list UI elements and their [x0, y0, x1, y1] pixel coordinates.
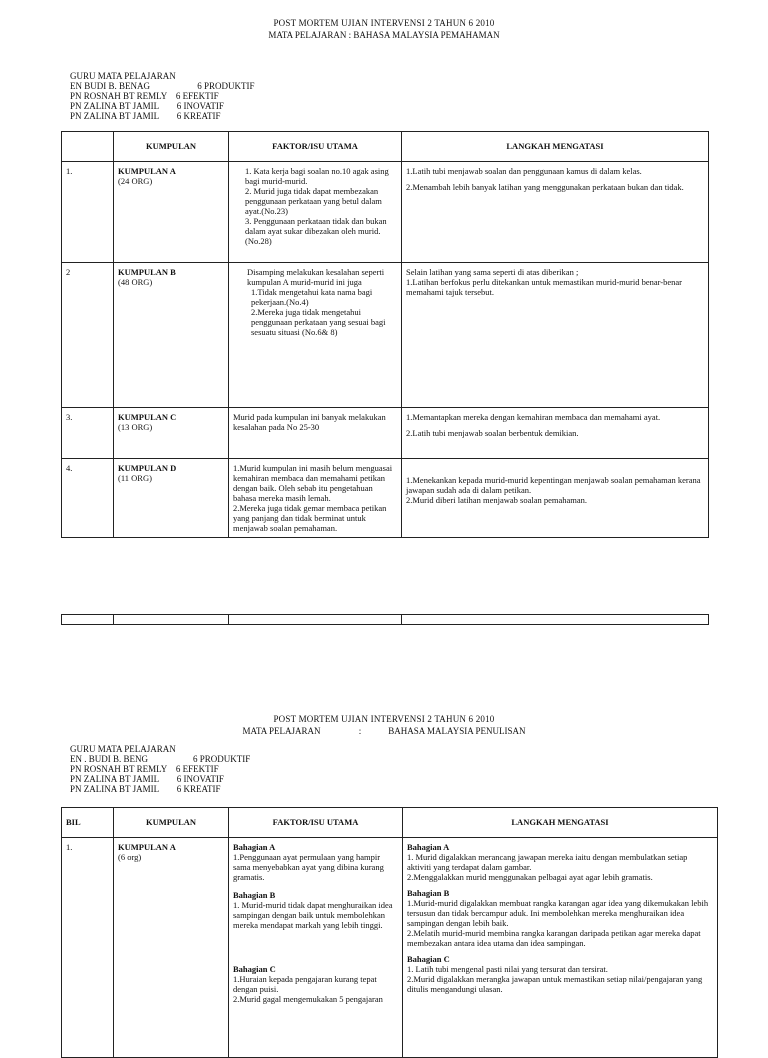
teacher-line: PN ROSNAH BT REMLY 6 EFEKTIF	[70, 764, 219, 775]
group-cell	[114, 263, 229, 408]
issue-item: Murid pada kumpulan ini banyak melakukan kesalahan pada No 25-30	[233, 412, 386, 433]
table-row	[62, 263, 709, 408]
doc2-teachers	[70, 744, 250, 794]
section-title: Bahagian B	[407, 888, 450, 899]
action-item: 2.Menggalakkan murid menggunakan pelbagai ayat agar lebih gramatis.	[407, 872, 653, 883]
teacher-line: PN ZALINA BT JAMIL 6 KREATIF	[70, 111, 221, 122]
empty-cell	[62, 615, 114, 625]
issue-item: 2.Mereka juga tidak mengetahui penggunaan perkataan yang sesuai bagi sesuatu situasi (No.6& 8)	[251, 307, 386, 338]
row-number: 1.	[62, 162, 114, 263]
action-item: 2.Menambah lebih banyak latihan yang menggunakan perkataan bukan dan tidak.	[406, 182, 684, 193]
group-count: (6 org)	[118, 852, 142, 863]
group-name: KUMPULAN A	[118, 842, 176, 852]
table-row	[62, 459, 709, 538]
issue-item: 2.Murid gagal mengemukakan 5 pengajaran	[233, 994, 383, 1005]
group-cell	[114, 162, 229, 263]
actions-cell	[402, 459, 709, 538]
issue-item: 2. Murid juga tidak dapat membezakan penggunaan perkataan yang betul dalam ayat.(No.23)	[245, 186, 382, 217]
action-item: 1. Murid digalakkan merancang jawapan mereka iaitu dengan membulatkan setiap aktiviti yang terdapat dalam gambar.	[407, 852, 688, 873]
section-title: Bahagian B	[233, 890, 276, 901]
teacher-line: PN ROSNAH BT REMLY 6 EFEKTIF	[70, 91, 219, 102]
action-item: 1.Latihan berfokus perlu ditekankan untuk memastikan murid-murid benar-benar memahami tajuk tersebut.	[406, 277, 682, 298]
section-title: Bahagian C	[233, 964, 276, 975]
actions-cell	[402, 263, 709, 408]
action-item: 1.Menekankan kepada murid-murid kepentingan menjawab soalan pemahaman kerana jawapan sudah ada di dalam petikan.	[406, 475, 701, 496]
table-header-row	[62, 808, 718, 838]
doc2-subject: MATA PELAJARAN : BAHASA MALAYSIA PENULISAN	[242, 726, 526, 736]
action-item: 2.Latih tubi menjawab soalan berbentuk demikian.	[406, 428, 579, 439]
issue-item: 1. Kata kerja bagi soalan no.10 agak asing bagi murid-murid.	[245, 166, 389, 187]
header-kumpulan: KUMPULAN	[114, 132, 229, 162]
action-item: 1. Latih tubi mengenal pasti nilai yang tersurat dan tersirat.	[407, 964, 608, 975]
action-item: Selain latihan yang sama seperti di atas diberikan ;	[406, 267, 579, 277]
actions-cell	[403, 838, 718, 1058]
action-item: 1.Memantapkan mereka dengan kemahiran membaca dan memahami ayat.	[406, 412, 661, 422]
header-bil: BIL	[62, 808, 114, 838]
issue-item: 1.Tidak mengetahui kata nama bagi pekerjaan.(No.4)	[251, 287, 373, 308]
issue-item: 1. Murid-murid tidak dapat menghuraikan idea sampingan dengan baik untuk membolehkan mereka mendapat markah yang lebih tinggi.	[233, 900, 393, 931]
section-title: Bahagian A	[407, 842, 450, 852]
group-cell	[114, 459, 229, 538]
group-name: KUMPULAN D	[118, 463, 177, 473]
action-item: 2.Murid digalakkan merangka jawapan untuk memastikan setiap nilai/pengajaran yang ditulis mengandungi ulasan.	[407, 974, 703, 995]
actions-cell	[402, 408, 709, 459]
group-count: (24 ORG)	[118, 176, 153, 187]
table-header-row	[62, 132, 709, 162]
actions-cell	[402, 162, 709, 263]
teacher-heading: GURU MATA PELAJARAN	[70, 744, 176, 754]
header-langkah: LANGKAH MENGATASI	[402, 132, 709, 162]
doc2-title: POST MORTEM UJIAN INTERVENSI 2 TAHUN 6 2010	[273, 714, 495, 724]
empty-cell	[229, 615, 402, 625]
issues-cell	[229, 263, 402, 408]
row-number: 1.	[62, 838, 114, 1058]
action-item: 1.Latih tubi menjawab soalan dan penggunaan kamus di dalam kelas.	[406, 166, 642, 176]
issues-cell	[229, 459, 402, 538]
issues-cell	[229, 838, 403, 1058]
issues-cell	[229, 408, 402, 459]
doc1-teachers	[70, 71, 255, 121]
issue-item: 1.Huraian kepada pengajaran kurang tepat dengan puisi.	[233, 974, 377, 995]
section-title: Bahagian A	[233, 842, 276, 852]
empty-table-strip	[61, 614, 709, 625]
issue-item: 2.Mereka juga tidak gemar membaca petikan yang panjang dan tidak berminat untuk menjawab soalan pemahaman.	[233, 503, 387, 534]
group-count: (11 ORG)	[118, 473, 152, 484]
header-langkah: LANGKAH MENGATASI	[403, 808, 718, 838]
issue-item: 3. Penggunaan perkataan tidak dan bukan dalam ayat sukar dibezakan oleh murid.(No.28)	[245, 216, 387, 247]
group-name: KUMPULAN A	[118, 166, 176, 176]
table-row	[62, 162, 709, 263]
teacher-line: PN ZALINA BT JAMIL 6 INOVATIF	[70, 774, 224, 785]
issue-item: 1.Penggunaan ayat permulaan yang hampir sama menyebabkan ayat yang dibina kurang gramatis.	[233, 852, 384, 883]
empty-cell	[114, 615, 229, 625]
row-number: 4.	[62, 459, 114, 538]
teacher-line: EN BUDI B. BENAG 6 PRODUKTIF	[70, 81, 255, 92]
row-number: 3.	[62, 408, 114, 459]
action-item: 2.Melatih murid-murid membina rangka karangan daripada petikan agar mereka dapat membezakan antara idea utama dan idea sampingan.	[407, 928, 701, 949]
header-faktor: FAKTOR/ISU UTAMA	[229, 132, 402, 162]
header-bil	[62, 132, 114, 162]
doc1-subject: MATA PELAJARAN : BAHASA MALAYSIA PEMAHAMAN	[268, 30, 500, 40]
issues-cell	[229, 162, 402, 263]
group-cell	[114, 838, 229, 1058]
group-count: (13 ORG)	[118, 422, 153, 433]
header-faktor: FAKTOR/ISU UTAMA	[229, 808, 403, 838]
empty-cell	[402, 615, 709, 625]
teacher-line: PN ZALINA BT JAMIL 6 INOVATIF	[70, 101, 224, 112]
group-cell	[114, 408, 229, 459]
group-count: (48 ORG)	[118, 277, 153, 288]
table-row	[62, 838, 718, 1058]
teacher-heading: GURU MATA PELAJARAN	[70, 71, 176, 81]
teacher-line: PN ZALINA BT JAMIL 6 KREATIF	[70, 784, 221, 795]
group-name: KUMPULAN B	[118, 267, 176, 277]
action-item: 1.Murid-murid digalakkan membuat rangka karangan agar idea yang dikemukakan lebih tersusun dan tidak bercampur aduk. Ini membolehkan mereka menghuraikan idea sampingan dengan lebih baik.	[407, 898, 709, 929]
doc1-title: POST MORTEM UJIAN INTERVENSI 2 TAHUN 6 2010	[273, 18, 495, 28]
action-item: 2.Murid diberi latihan menjawab soalan pemahaman.	[406, 495, 588, 506]
section-title: Bahagian C	[407, 954, 450, 965]
group-name: KUMPULAN C	[118, 412, 177, 422]
issue-item: Disamping melakukan kesalahan seperti kumpulan A murid-murid ini juga	[247, 267, 385, 288]
teacher-line: EN . BUDI B. BENG 6 PRODUKTIF	[70, 754, 251, 765]
header-kumpulan: KUMPULAN	[114, 808, 229, 838]
table-row	[62, 408, 709, 459]
empty-row	[62, 615, 709, 625]
doc2-table	[61, 807, 718, 1058]
row-number: 2	[62, 263, 114, 408]
issue-item: 1.Murid kumpulan ini masih belum menguasai kemahiran membaca dan memahami petikan dengan baik. Oleh sebab itu pengetahuan bahasa mereka masih lemah.	[233, 463, 393, 504]
doc1-table	[61, 131, 709, 538]
